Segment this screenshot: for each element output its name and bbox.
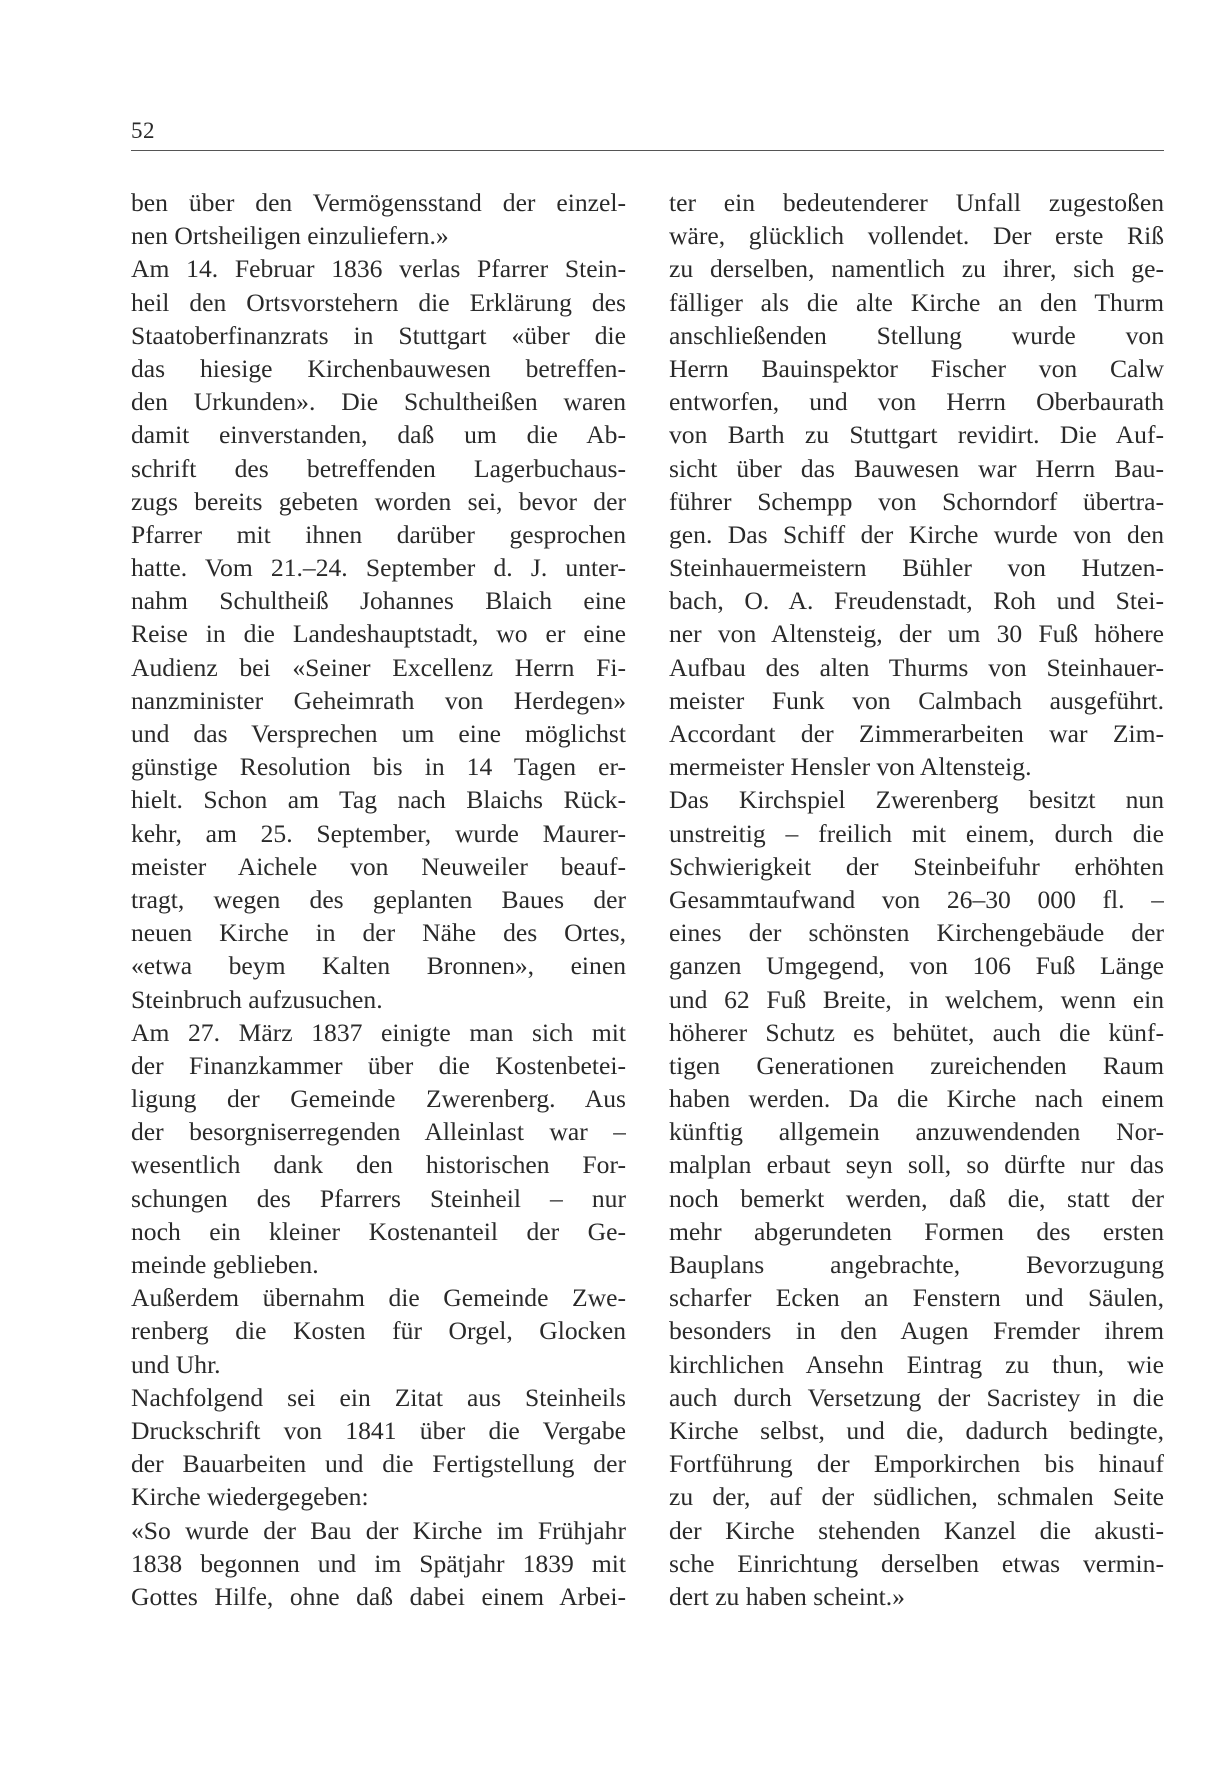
right-text-line: Das Kirchspiel Zwerenberg besitzt nun	[669, 785, 1164, 815]
left-text-line: renberg die Kosten für Orgel, Glocken	[131, 1316, 626, 1346]
right-text-line: künftig allgemein anzuwendenden Nor-	[669, 1117, 1164, 1147]
right-text-line: noch bemerkt werden, daß die, statt der	[669, 1183, 1164, 1213]
left-text-line: «So wurde der Bau der Kirche im Frühjahr	[131, 1515, 626, 1545]
left-text-line: Audienz bei «Seiner Excellenz Herrn Fi-	[131, 652, 626, 682]
left-text-line: kehr, am 25. September, wurde Maurer-	[131, 818, 626, 848]
left-text-line: das hiesige Kirchenbauwesen betreffen-	[131, 353, 626, 383]
right-text-line: mehr abgerundeten Formen des ersten	[669, 1216, 1164, 1246]
left-text-line: Kirche wiedergegeben:	[131, 1482, 369, 1512]
right-text-line: Kirche selbst, und die, dadurch bedingte,	[669, 1415, 1164, 1445]
right-text-line: malplan erbaut seyn soll, so dürfte nur das	[669, 1150, 1164, 1180]
left-text-line: den Urkunden». Die Schultheißen waren	[131, 387, 626, 417]
left-text-line: heil den Ortsvorstehern die Erklärung des	[131, 287, 626, 317]
right-text-line: Herrn Bauinspektor Fischer von Calw	[669, 353, 1164, 383]
left-text-line: Reise in die Landeshauptstadt, wo er eine	[131, 619, 626, 649]
right-text-line: ganzen Umgegend, von 106 Fuß Länge	[669, 951, 1164, 981]
right-text-line: ner von Altensteig, der um 30 Fuß höhere	[669, 619, 1164, 649]
right-text-line: kirchlichen Ansehn Eintrag zu thun, wie	[669, 1349, 1164, 1379]
left-text-line: Pfarrer mit ihnen darüber gesprochen	[131, 519, 626, 549]
left-text-line: und das Versprechen um eine möglichst	[131, 719, 626, 748]
right-text-line: anschließenden Stellung wurde von	[669, 320, 1164, 350]
left-text-line: Druckschrift von 1841 über die Vergabe	[131, 1415, 626, 1445]
right-text-line: Gesammtaufwand von 26–30 000 fl. –	[669, 884, 1164, 914]
right-text-line: sicht über das Bauwesen war Herrn Bau-	[669, 453, 1164, 483]
right-text-line: ter ein bedeutenderer Unfall zugestoßen	[669, 188, 1164, 217]
right-text-line: Schwierigkeit der Steinbeifuhr erhöhten	[669, 851, 1164, 881]
left-text-line: schungen des Pfarrers Steinheil – nur	[131, 1183, 626, 1213]
left-text-line: der Bauarbeiten und die Fertigstellung der	[131, 1449, 626, 1479]
right-column	[669, 186, 1164, 1613]
right-text-line: unstreitig – freilich mit einem, durch die	[669, 818, 1164, 848]
left-text-line: zugs bereits gebeten worden sei, bevor der	[131, 486, 626, 516]
left-text-line: neuen Kirche in der Nähe des Ortes,	[131, 918, 626, 948]
right-text-line: führer Schempp von Schorndorf übertra-	[669, 486, 1164, 516]
left-text-line: wesentlich dank den historischen For-	[131, 1150, 626, 1180]
right-text-line: besonders in den Augen Fremder ihrem	[669, 1316, 1164, 1346]
right-text-line: der Kirche stehenden Kanzel die akusti-	[669, 1515, 1164, 1545]
header-rule	[131, 150, 1164, 151]
right-text-line: meister Funk von Calmbach ausgeführt.	[669, 685, 1164, 715]
left-text-line: Staatoberfinanzrats in Stuttgart «über die	[131, 320, 626, 350]
right-text-line: zu derselben, namentlich zu ihrer, sich ge-	[669, 254, 1164, 284]
left-text-line: günstige Resolution bis in 14 Tagen er-	[131, 752, 626, 782]
left-text-line: tragt, wegen des geplanten Baues der	[131, 884, 626, 914]
left-text-line: ligung der Gemeinde Zwerenberg. Aus	[131, 1084, 626, 1114]
right-text-line: Bauplans angebrachte, Bevorzugung	[669, 1250, 1164, 1279]
left-text-line: Am 14. Februar 1836 verlas Pfarrer Stein-	[131, 254, 626, 284]
left-text-line: meister Aichele von Neuweiler beauf-	[131, 851, 626, 881]
left-text-line: meinde geblieben.	[131, 1250, 319, 1279]
left-text-line: 1838 begonnen und im Spätjahr 1839 mit	[131, 1548, 626, 1578]
right-text-line: höherer Schutz es behütet, auch die künf-	[669, 1017, 1164, 1047]
right-text-line: Fortführung der Emporkirchen bis hinauf	[669, 1449, 1164, 1479]
right-text-line: mermeister Hensler von Altensteig.	[669, 752, 1032, 782]
right-text-line: fälliger als die alte Kirche an den Thurm	[669, 287, 1164, 317]
left-text-line: Gottes Hilfe, ohne daß dabei einem Arbei-	[131, 1581, 626, 1611]
left-text-line: hielt. Schon am Tag nach Blaichs Rück-	[131, 785, 626, 815]
right-text-line: gen. Das Schiff der Kirche wurde von den	[669, 519, 1164, 549]
left-text-line: «etwa beym Kalten Bronnen», einen	[131, 951, 626, 981]
left-text-line: der Finanzkammer über die Kostenbetei-	[131, 1050, 626, 1080]
left-text-line: der besorgniserregenden Alleinlast war –	[131, 1117, 626, 1147]
left-text-line: ben über den Vermögensstand der einzel-	[131, 188, 626, 217]
left-text-line: nahm Schultheiß Johannes Blaich eine	[131, 586, 626, 616]
right-text-line: eines der schönsten Kirchengebäude der	[669, 918, 1164, 948]
left-text-line: Am 27. März 1837 einigte man sich mit	[131, 1017, 626, 1047]
left-text-line: und Uhr.	[131, 1349, 221, 1379]
right-text-line: bach, O. A. Freudenstadt, Roh und Stei-	[669, 586, 1164, 616]
right-text-line: scharfer Ecken an Fenstern und Säulen,	[669, 1283, 1164, 1313]
left-text-line: Steinbruch aufzusuchen.	[131, 984, 383, 1014]
right-text-line: tigen Generationen zureichenden Raum	[669, 1050, 1164, 1080]
right-text-line: wäre, glücklich vollendet. Der erste Riß	[669, 221, 1164, 251]
right-text-line: von Barth zu Stuttgart revidirt. Die Auf-	[669, 420, 1164, 450]
left-column	[131, 186, 626, 1613]
right-text-line: entworfen, und von Herrn Oberbaurath	[669, 387, 1164, 417]
right-text-line: haben werden. Da die Kirche nach einem	[669, 1084, 1164, 1114]
left-text-line: Außerdem übernahm die Gemeinde Zwe-	[131, 1283, 626, 1313]
left-text-line: nanzminister Geheimrath von Herdegen»	[131, 685, 626, 715]
right-text-line: auch durch Versetzung der Sacristey in die	[669, 1382, 1164, 1412]
right-text-line: Accordant der Zimmerarbeiten war Zim-	[669, 719, 1164, 748]
right-text-line: sche Einrichtung derselben etwas vermin-	[669, 1548, 1164, 1578]
right-text-line: und 62 Fuß Breite, in welchem, wenn ein	[669, 984, 1164, 1014]
page-number: 52	[131, 118, 155, 143]
left-text-line: damit einverstanden, daß um die Ab-	[131, 420, 626, 450]
left-text-line: hatte. Vom 21.–24. September d. J. unter-	[131, 553, 626, 583]
right-text-line: Aufbau des alten Thurms von Steinhauer-	[669, 652, 1164, 682]
left-text-line: Nachfolgend sei ein Zitat aus Steinheils	[131, 1382, 626, 1412]
right-text-line: dert zu haben scheint.»	[669, 1581, 905, 1611]
right-text-line: Steinhauermeistern Bühler von Hutzen-	[669, 553, 1164, 583]
left-text-line: nen Ortsheiligen einzuliefern.»	[131, 221, 449, 251]
right-text-line: zu der, auf der südlichen, schmalen Seite	[669, 1482, 1164, 1512]
left-text-line: schrift des betreffenden Lagerbuchaus-	[131, 453, 626, 483]
left-text-line: noch ein kleiner Kostenanteil der Ge-	[131, 1216, 626, 1246]
